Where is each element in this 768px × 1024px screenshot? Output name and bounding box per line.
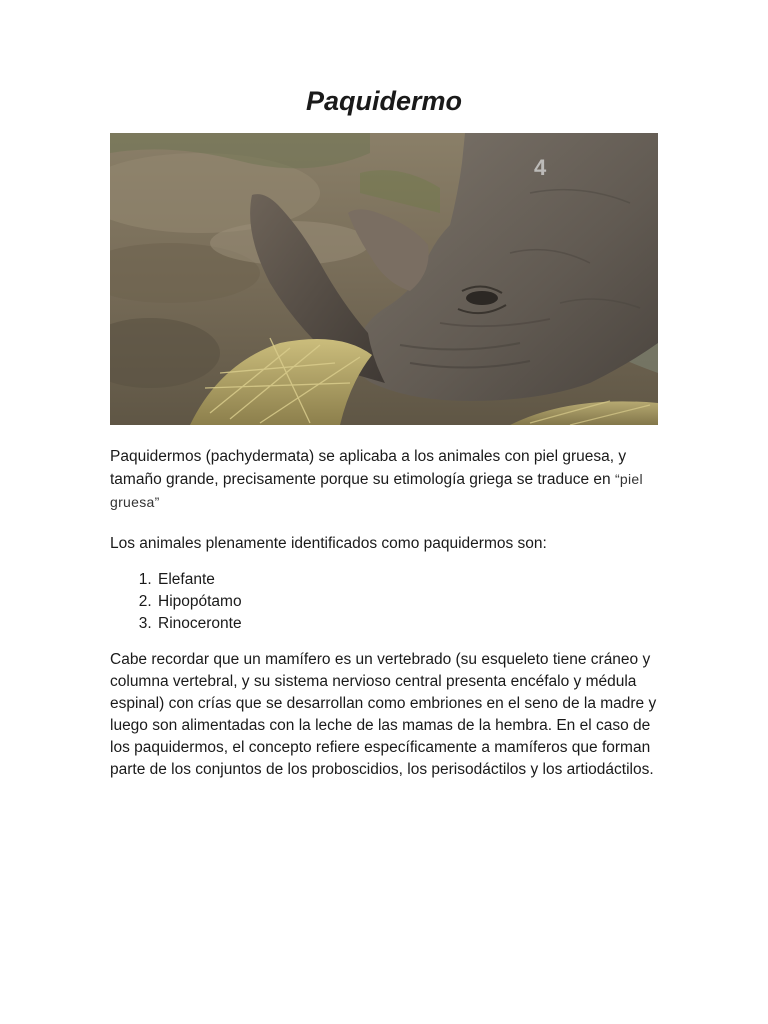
- paragraph-definition: Cabe recordar que un mamífero es un vertebrado (su esqueleto tiene cráneo y columna vertebral, y su sistema nervioso central presenta encéfalo y médula espinal) con crías que se desarrollan como embriones en el seno de la madre y luego son alimentadas con la leche de las mamas de la hembra. En el caso de los paquidermos, el concepto refiere específicamente a mamíferos que forman parte de los conjuntos de los proboscidios, los perisodáctilos y los artiodáctilos.: [110, 651, 657, 778]
- list-item: 2. Hipopótamo: [156, 591, 662, 613]
- paragraph-intro: [110, 446, 662, 514]
- rhino-eye: [466, 291, 498, 305]
- paragraph-list-intro: Los animales plenamente identificados como paquidermos son:: [110, 535, 547, 552]
- rhino-illustration: [110, 133, 658, 425]
- list-item: 1. Elefante: [156, 569, 662, 591]
- animal-list: [110, 569, 662, 635]
- rhino-photo: [110, 133, 658, 425]
- paragraph-intro-text: Paquidermos (pachydermata) se aplicaba a los animales con piel gruesa, y tamaño grande, precisamente porque su etimología griega se traduce en: [110, 448, 627, 488]
- paragraph-intro-quote: “piel gruesa”: [110, 471, 643, 510]
- page-title: Paquidermo: [305, 86, 463, 116]
- article-body: [110, 446, 662, 781]
- list-item: 3. Rinoceronte: [156, 613, 662, 635]
- tv-watermark: 4: [534, 155, 547, 180]
